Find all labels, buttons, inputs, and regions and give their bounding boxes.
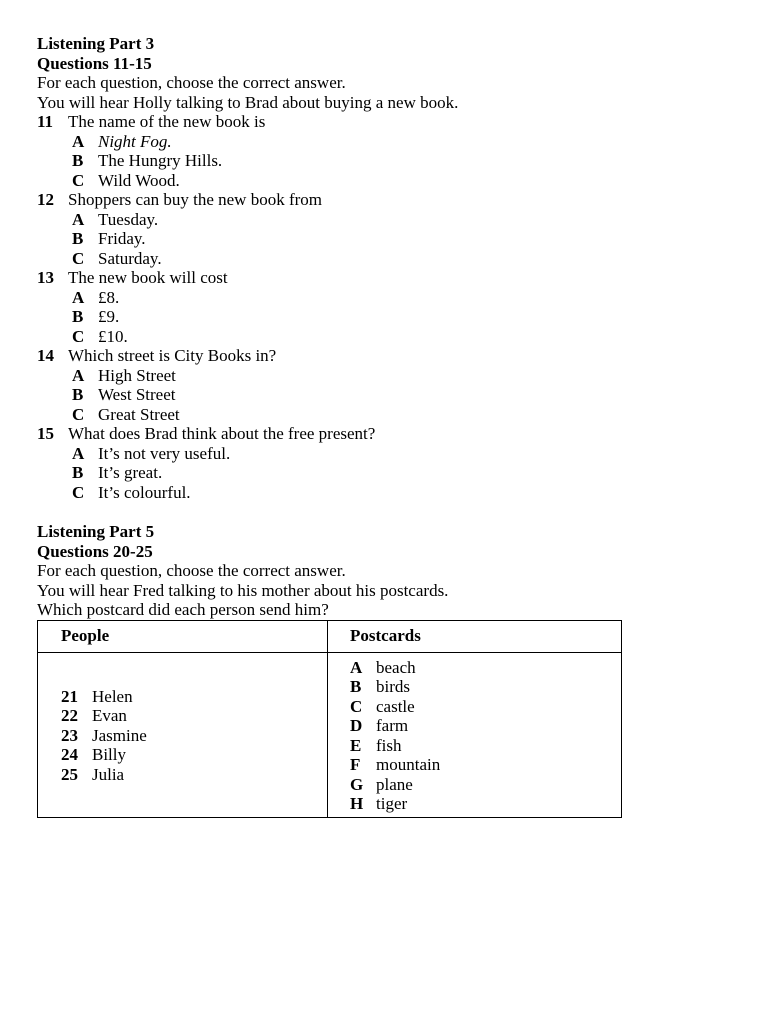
part-5-instruction-3: Which postcard did each person send him? <box>37 600 329 619</box>
postcard-letter: C <box>350 696 363 716</box>
part-5-instruction-2: You will hear Fred talking to his mother about his postcards. <box>37 580 449 600</box>
question-15 <box>37 424 737 502</box>
option-text: Night Fog. <box>98 131 172 151</box>
answer-option[interactable] <box>37 151 737 171</box>
answer-option[interactable] <box>37 385 737 405</box>
option-text: High Street <box>98 365 176 385</box>
option-text: It’s great. <box>98 463 163 482</box>
answer-option[interactable] <box>37 405 737 425</box>
option-letter: B <box>72 463 84 482</box>
answer-option[interactable] <box>37 483 737 503</box>
part-3-questions-label: Questions 11-15 <box>37 53 152 73</box>
answer-option[interactable] <box>37 288 737 308</box>
listening-part-5 <box>37 522 737 818</box>
option-letter: B <box>72 385 84 404</box>
option-text: It’s colourful. <box>98 482 191 502</box>
question-number: 15 <box>37 424 54 443</box>
answer-option[interactable] <box>37 171 737 191</box>
option-text: Saturday. <box>98 248 162 268</box>
section-spacer <box>37 502 737 522</box>
postcard-text: tiger <box>376 794 408 813</box>
option-text: Great Street <box>98 404 180 424</box>
postcard-item[interactable] <box>350 697 621 717</box>
postcard-text: farm <box>376 716 409 735</box>
person-number: 24 <box>61 745 78 764</box>
question-number: 11 <box>37 112 54 131</box>
postcard-item[interactable] <box>350 716 621 736</box>
person-number: 23 <box>61 725 78 745</box>
part-3-instruction-2: You will hear Holly talking to Brad about buying a new book. <box>37 92 459 112</box>
option-text: West Street <box>98 385 176 404</box>
option-letter: C <box>72 170 85 190</box>
question-number: 12 <box>37 190 54 209</box>
part-3-title: Listening Part 3 <box>37 34 155 53</box>
option-text: £9. <box>98 307 120 326</box>
person-name: Billy <box>92 745 127 764</box>
question-text: Which street is City Books in? <box>68 346 277 365</box>
option-text: Tuesday. <box>98 209 159 229</box>
person-number: 21 <box>61 686 78 706</box>
people-cell <box>38 652 328 817</box>
matching-table <box>37 620 622 818</box>
question-11 <box>37 112 737 190</box>
option-letter: A <box>72 287 85 307</box>
option-letter: C <box>72 326 85 346</box>
postcard-letter: B <box>350 677 362 696</box>
postcard-letter: E <box>350 735 362 755</box>
answer-option[interactable] <box>37 444 737 464</box>
postcard-text: plane <box>376 774 413 794</box>
option-text: It’s not very useful. <box>98 443 231 463</box>
person-item[interactable] <box>61 765 327 785</box>
person-name: Helen <box>92 686 133 706</box>
postcards-list <box>328 653 621 817</box>
person-number: 25 <box>61 764 78 784</box>
person-item[interactable] <box>61 687 327 707</box>
person-name: Evan <box>92 706 127 725</box>
option-text: The Hungry Hills. <box>98 151 223 170</box>
option-text: £10. <box>98 326 128 346</box>
postcard-item[interactable] <box>350 755 621 775</box>
part-5-instruction-1: For each question, choose the correct answer. <box>37 561 346 580</box>
question-number: 13 <box>37 268 54 287</box>
option-letter: A <box>72 209 85 229</box>
people-header: People <box>38 620 328 652</box>
part-3-instruction-1: For each question, choose the correct answer. <box>37 73 346 92</box>
option-letter: A <box>72 131 85 151</box>
postcard-item[interactable] <box>350 775 621 795</box>
option-letter: A <box>72 365 85 385</box>
question-13 <box>37 268 737 346</box>
option-text: Wild Wood. <box>98 170 180 190</box>
option-letter: B <box>72 151 84 170</box>
part-5-title: Listening Part 5 <box>37 522 155 541</box>
postcard-text: fish <box>376 735 402 755</box>
answer-option[interactable] <box>37 132 737 152</box>
option-letter: C <box>72 248 85 268</box>
postcards-cell <box>328 652 622 817</box>
question-14 <box>37 346 737 424</box>
option-letter: C <box>72 482 85 502</box>
answer-option[interactable] <box>37 307 737 327</box>
option-text: Friday. <box>98 229 146 248</box>
option-letter: A <box>72 443 85 463</box>
postcard-item[interactable] <box>350 736 621 756</box>
postcard-letter: D <box>350 716 363 735</box>
postcard-letter: A <box>350 657 363 677</box>
postcard-item[interactable] <box>350 658 621 678</box>
postcards-header: Postcards <box>328 620 622 652</box>
postcard-text: mountain <box>376 755 441 774</box>
postcard-letter: F <box>350 755 361 774</box>
worksheet-page <box>37 34 737 818</box>
person-item[interactable] <box>61 706 327 726</box>
question-text: What does Brad think about the free present? <box>68 424 376 443</box>
part-5-questions-label: Questions 20-25 <box>37 541 153 561</box>
answer-option[interactable] <box>37 229 737 249</box>
postcard-letter: G <box>350 774 364 794</box>
postcard-item[interactable] <box>350 677 621 697</box>
question-text: The name of the new book is <box>68 112 266 131</box>
person-item[interactable] <box>61 726 327 746</box>
postcard-text: beach <box>376 657 416 677</box>
table-header-row <box>38 620 622 652</box>
answer-option[interactable] <box>37 463 737 483</box>
option-letter: C <box>72 404 85 424</box>
listening-part-3 <box>37 34 737 502</box>
answer-option[interactable] <box>37 327 737 347</box>
option-letter: B <box>72 229 84 248</box>
postcard-text: birds <box>376 677 410 696</box>
answer-option[interactable] <box>37 210 737 230</box>
table-body-row <box>38 652 622 817</box>
person-item[interactable] <box>61 745 327 765</box>
person-number: 22 <box>61 706 78 725</box>
answer-option[interactable] <box>37 366 737 386</box>
postcard-letter: H <box>350 794 364 813</box>
option-letter: B <box>72 307 84 326</box>
option-text: £8. <box>98 287 120 307</box>
question-number: 14 <box>37 346 54 365</box>
question-text: The new book will cost <box>68 268 228 287</box>
person-name: Julia <box>92 764 125 784</box>
person-name: Jasmine <box>92 725 147 745</box>
question-text: Shoppers can buy the new book from <box>68 190 323 209</box>
answer-option[interactable] <box>37 249 737 269</box>
postcard-text: castle <box>376 696 415 716</box>
people-list <box>38 653 327 815</box>
question-12 <box>37 190 737 268</box>
postcard-item[interactable] <box>350 794 621 814</box>
